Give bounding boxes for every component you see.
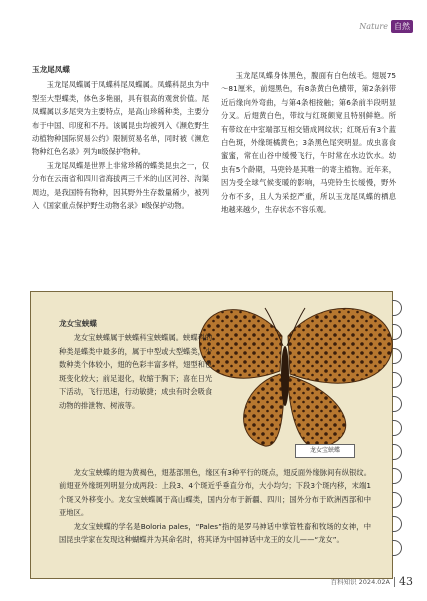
paragraph: 玉龙尾凤蝶属于凤蝶科尾凤蝶属。凤蝶科昆虫为中型至大型蝶类，体色多艳丽，具有很高的观赏价值。尾凤蝶属以多尾突为主要特点，是高山珍稀种类，主要分布于中国、印度和不丹。该属昆虫均被列入《濒危野生动植物种国际贸易公约》限制贸易名单，同时被《濒危物种红色名录》列为Ⅱ级保护物种。 <box>32 80 209 157</box>
left-column <box>32 63 209 212</box>
image-caption: 龙女宝蛱蝶 <box>295 444 355 458</box>
page-number: 43 <box>399 575 413 588</box>
section-label-en: Nature <box>359 22 388 31</box>
section-label-cn: 自然 <box>391 20 413 33</box>
section-title: 玉龙尾凤蝶 <box>32 65 70 74</box>
page-footer <box>331 575 413 588</box>
journal-info: 百科知识 2024.02A <box>330 578 390 586</box>
paragraph: 龙女宝蛱蝶属于蛱蝶科宝蛱蝶属。蛱蝶科的种类是蝶类中最多的，属于中型或大型蝶类，少数种类个体较小，翅的色彩丰富多样，翅型和色斑变化较大；前足退化，收缩于胸下；喜在日光下活动，飞行迅速，行动敏捷；成虫有时会吸食动物的排泄物、树液等。 <box>59 333 213 410</box>
box-title: 龙女宝蛱蝶 <box>59 319 97 328</box>
paragraph: 龙女宝蛱蝶的学名是Boloria pales，“Pales”指的是罗马神话中掌管牲畜和牧场的女神，中国昆虫学家在发现这种蝴蝶并为其命名时，将其译为中国神话中龙王的女儿——“龙女”。 <box>59 521 371 545</box>
box-body <box>59 466 371 546</box>
right-column <box>221 69 396 216</box>
paragraph: 龙女宝蛱蝶的翅为黄褐色，翅基部黑色，缘区有3种平行的斑点，翅反面外缘脉间有纵银纹。前翅亚外缘斑列明显分成两段：上段3、4个斑近乎垂直分布，大小均匀；下段3个斑内移，末端1个斑又外移变小。龙女宝蛱蝶属于高山蝶类，国内分布于新疆、四川；国外分布于欧洲西部和中亚地区。 <box>59 468 371 518</box>
divider <box>394 577 395 587</box>
paragraph: 玉龙尾凤蝶是世界上非常珍稀的蝶类昆虫之一，仅分布在云南省和四川省海拔两三千米的山区河谷、沟渠周边，是我国特有物种，因其野外生存数量稀少，被列入《国家重点保护野生动物名录》Ⅱ级保护动物。 <box>32 160 209 211</box>
paragraph: 玉龙尾凤蝶身体黑色，腹面有白色绒毛。翅展75～81厘米，前翅黑色，有8条黄白色横带，第2条斜带近后缘向外弯曲，与第4条相接触；第6条前半段明显分叉。后翅黄白色，带纹与红斑颇宽且特别鲜艳。所有带纹在中室端部互相交错成网纹状；红斑后有3个蓝白色斑，外缘斑橘黄色；3条黑色尾突明显。成虫喜食蜜蜜，常在山谷中缓慢飞行，午时常在水边饮水。幼虫有5个龄期，马兜铃是其唯一的寄主植物。近年来，因为受全球气候变暖的影响，马兜铃生长缓慢，野外分布不多，且人为采挖严重，所以玉龙尾凤蝶的栖息地越来越少，生存状态不容乐观。 <box>221 71 396 215</box>
section-header <box>359 20 413 33</box>
box-intro <box>59 331 219 413</box>
